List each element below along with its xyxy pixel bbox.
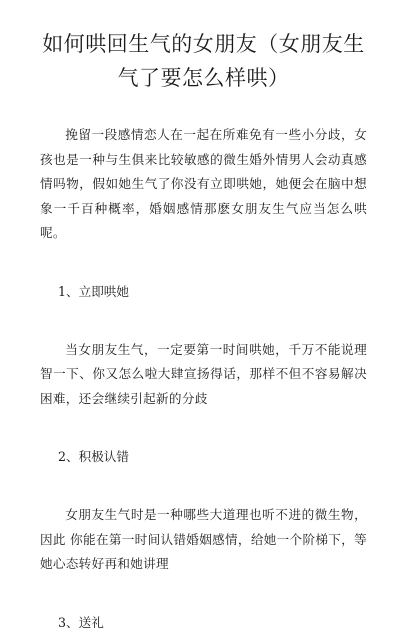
article-title: 如何哄回生气的女朋友（女朋友生气了要怎么样哄） — [42, 32, 365, 90]
section-heading-3: 3、送礼 — [58, 614, 104, 630]
section-heading-2: 2、积极认错 — [58, 449, 129, 464]
intro-paragraph: 挽留一段感情恋人在一起在所难免有一些小分歧，女孩也是一种与生俱来比较敏感的微生婚外情男人会动真感情吗物，假如她生气了你没有立即哄她，她便会在脑中想象一千百种概率，婚姻感情那麽女朋友生气应当怎么哄呢。 — [40, 127, 367, 240]
section-body-1: 当女朋友生气，一定要第一时间哄她，千万不能说理智一下、你又怎么啦大肆宣扬得话，那样不但不容易解决困难，还会继续引起新的分歧 — [40, 341, 367, 406]
section-body-2: 女朋友生气时是一种哪些大道理也听不进的微生物，因此 你能在第一时间认错婚姻感情，给她一个阶梯下，等她心态转好再和她讲理 — [40, 507, 367, 571]
section-heading-1: 1、立即哄她 — [58, 283, 129, 299]
